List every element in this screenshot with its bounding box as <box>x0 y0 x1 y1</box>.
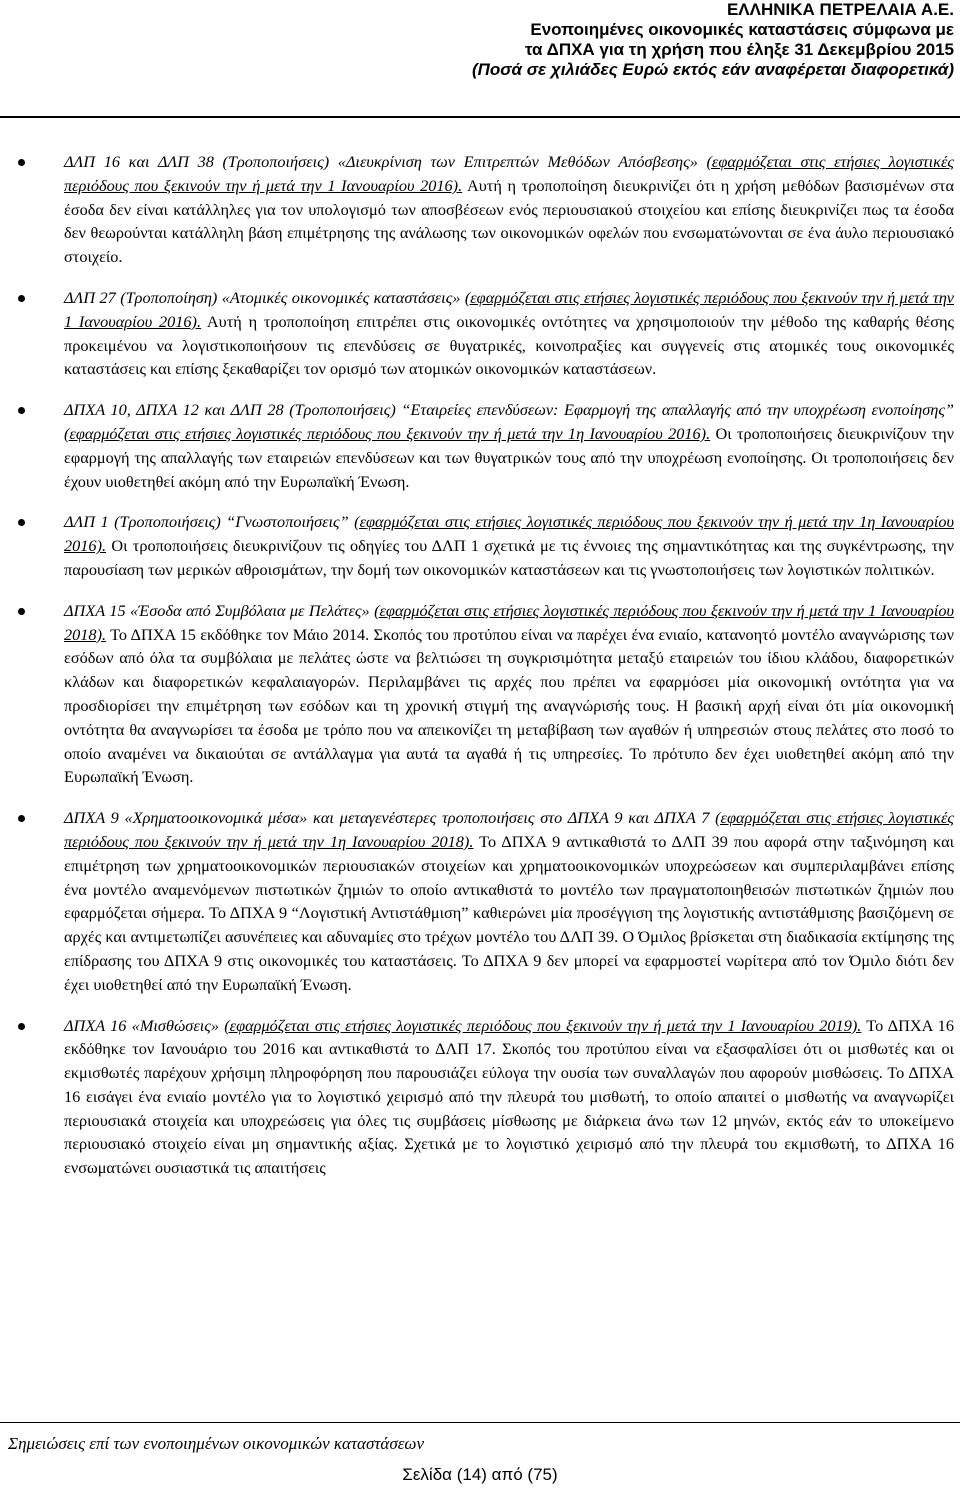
list-item <box>18 150 954 269</box>
item-title: ΔΛΠ 1 (Τροποποιήσεις) “Γνωστοποιήσεις” <box>64 512 349 532</box>
bullet-icon <box>18 407 25 414</box>
list-item <box>18 398 954 493</box>
item-applies: (εφαρμόζεται στις ετήσιες λογιστικές περιόδους που ξεκινούν την ή μετά την 1 Ιανουαρίου 2019). <box>224 1015 862 1035</box>
item-body: Αυτή η τροποποίηση επιτρέπει στις οικονομικές οντότητες να χρησιμοποιούν την μέθοδο της καθαρής θέσης προκειμένου να λογιστικοποιήσουν τις επενδύσεις σε θυγατρικές, κοινοπραξίες και συγγενείς στις ατομικές τους οικονομικές καταστάσεις και επίσης ξεκαθαρίζει τον ορισμό των ατομικών οικονομικών καταστάσεων. <box>64 311 954 379</box>
list-item <box>18 599 954 789</box>
company-name: ΕΛΛΗΝΙΚΑ ΠΕΤΡΕΛΑΙΑ Α.Ε. <box>726 0 954 19</box>
list-item <box>18 806 954 996</box>
item-title: ΔΠΧΑ 15 «Έσοδα από Συμβόλαια με Πελάτες» <box>64 600 370 620</box>
item-body: Αυτή η τροποποίηση διευκρινίζει ότι η χρήση μεθόδων βασισμένων στα έσοδα δεν είναι κατάλληλες για τον υπολογισμό των αποσβέσεων ενός περιουσιακού στοιχείου και επίσης διευκρινίζει πως τα έσοδα δεν θεωρούνται κατάλληλη βάση επιμέτρησης της ανάλωσης των οικονομικών οφελών που ενσωματώνονται σε ένα άυλο περιουσιακό στοιχείο. <box>64 175 954 267</box>
bullet-icon <box>18 159 25 166</box>
item-title: ΔΛΠ 27 (Τροποποίηση) «Ατομικές οικονομικές καταστάσεις» <box>64 287 461 307</box>
bullet-icon <box>18 608 25 615</box>
list-item <box>18 510 954 581</box>
item-applies: (εφαρμόζεται στις ετήσιες λογιστικές περιόδους που ξεκινούν την ή μετά την 1η Ιανουαρίου 2016). <box>64 423 711 443</box>
footer-note: Σημειώσεις επί των ενοποιημένων οικονομικών καταστάσεων <box>8 1434 424 1453</box>
bullet-icon <box>18 1023 25 1030</box>
item-body: Το ΔΠΧΑ 9 αντικαθιστά το ΔΛΠ 39 που αφορά στην ταξινόμηση και επιμέτρηση των χρηματοοικονομικών περιουσιακών στοιχείων και χρηματοοικονομικών υποχρεώσεων και συμπεριλαμβάνει επίσης ένα μοντέλο αναμενόμενων πιστωτικών ζημιών το οποίο αντικαθιστά το μοντέλο των πραγματοποιηθεισών πιστωτικών ζημιών που εφαρμόζεται σήμερα. Το ΔΠΧΑ 9 “Λογιστική Αντιστάθμιση” καθιερώνει μία προσέγγιση της λογιστικής αντιστάθμισης βασιζόμενη σε αρχές και αντιμετωπίζει ασυνέπειες και αδυναμίες στο τρέχων μοντέλο του ΔΛΠ 39. Ο Όμιλος βρίσκεται στη διαδικασία εκτίμησης της επίδρασης του ΔΠΧΑ 9 στις οικονομικές του καταστάσεις. Το ΔΠΧΑ 9 δεν μπορεί να εφαρμοστεί νωρίτερα από τον Όμιλο διότι δεν έχει υιοθετηθεί από την Ευρωπαϊκή Ένωση. <box>64 831 954 994</box>
item-applies: (εφαρμόζεται στις ετήσιες λογιστικές περιόδους που ξεκινούν την ή μετά την 1 Ιανουαρίου 2016). <box>64 287 954 331</box>
list-item <box>18 1014 954 1181</box>
list-item <box>18 286 954 381</box>
item-title: ΔΠΧΑ 10, ΔΠΧΑ 12 και ΔΛΠ 28 (Τροποποιήσεις) “Εταιρείες επενδύσεων: Εφαρμογή της απαλλαγής από την υποχρέωση ενοποίησης” <box>64 400 954 420</box>
item-title: ΔΛΠ 16 και ΔΛΠ 38 (Τροποποιήσεις) «Διευκρίνιση των Επιτρεπτών Μεθόδων Απόσβεσης» <box>64 152 698 171</box>
header-line-2: Ενοποιημένες οικονομικές καταστάσεις σύμφωνα με <box>530 20 954 39</box>
item-title: ΔΠΧΑ 16 «Μισθώσεις» <box>64 1015 220 1035</box>
header-line-4: (Ποσά σε χιλιάδες Ευρώ εκτός εάν αναφέρεται διαφορετικά) <box>471 60 954 79</box>
standards-list <box>18 150 954 1197</box>
footer-divider <box>0 1422 960 1423</box>
item-title: ΔΠΧΑ 9 «Χρηματοοικονομικά μέσα» και μεταγενέστερες τροποποιήσεις στο ΔΠΧΑ 9 και ΔΠΧΑ 7 <box>64 808 710 828</box>
page-number: Σελίδα (14) από (75) <box>402 1465 558 1484</box>
item-body: Το ΔΠΧΑ 15 εκδόθηκε τον Μάιο 2014. Σκοπός του προτύπου είναι να παρέχει ένα ενιαίο, κατανοητό μοντέλο αναγνώρισης των εσόδων από όλα τα συμβόλαια με πελάτες ώστε να βελτιώσει τη συγκρισιμότητα μεταξύ εταιρειών του ίδιου κλάδου, διαφορετικών κλάδων και διαφορετικών κεφαλαιαγορών. Περιλαμβάνει τις αρχές που πρέπει να εφαρμόσει μία οικονομική οντότητα για να προσδιορίσει την επιμέτρηση των εσόδων και τη χρονική στιγμή της αναγνώρισής τους. Η βασική αρχή είναι ότι μία οικονομική οντότητα θα αναγνωρίσει τα έσοδα με τρόπο που να απεικονίζει τη μεταβίβαση των αγαθών ή υπηρεσιών στους πελάτες στο ποσό το οποίο αναμένει να δικαιούται σε αντάλλαγμα για αυτά τα αγαθά ή τις υπηρεσίες. Το πρότυπο δεν έχει υιοθετηθεί ακόμη από την Ευρωπαϊκή Ένωση. <box>64 624 955 787</box>
bullet-icon <box>18 295 25 302</box>
document-header <box>472 0 954 80</box>
item-body: Οι τροποποιήσεις διευκρινίζουν την εφαρμογή της απαλλαγής των εταιρειών επενδύσεων και των θυγατρικών τους από την υποχρέωση ενοποίησης. Οι τροποποιήσεις δεν έχουν υιοθετηθεί ακόμη από την Ευρωπαϊκή Ένωση. <box>64 423 955 491</box>
bullet-icon <box>18 519 25 526</box>
header-line-3: τα ΔΠΧΑ για τη χρήση που έληξε 31 Δεκεμβρίου 2015 <box>524 40 954 59</box>
item-applies: (εφαρμόζεται στις ετήσιες λογιστικές περιόδους που ξεκινούν την ή μετά την 1 Ιανουαρίου 2018). <box>64 600 954 644</box>
item-applies: (εφαρμόζεται στις ετήσιες λογιστικές περιόδους που ξεκινούν την ή μετά την 1 Ιανουαρίου 2016). <box>64 152 954 195</box>
item-applies: (εφαρμόζεται στις ετήσιες λογιστικές περιόδους που ξεκινούν την ή μετά την 1η Ιανουαρίου 2016). <box>64 512 955 556</box>
header-divider <box>0 116 960 118</box>
item-applies: (εφαρμόζεται στις ετήσιες λογιστικές περιόδους που ξεκινούν την ή μετά την 1η Ιανουαρίου 2018). <box>64 808 954 851</box>
item-body: Οι τροποποιήσεις διευκρινίζουν τις οδηγίες του ΔΛΠ 1 σχετικά με τις έννοιες της σημαντικότητας και της συγκέντρωσης, την παρουσίαση των μερικών αθροισμάτων, την δομή των οικονομικών καταστάσεων και τις γνωστοποιήσεις των λογιστικών πολιτικών. <box>64 536 954 579</box>
bullet-icon <box>18 815 25 822</box>
item-body: Το ΔΠΧΑ 16 εκδόθηκε τον Ιανουάριο του 2016 και αντικαθιστά το ΔΛΠ 17. Σκοπός του προτύπου είναι να εξασφαλίσει ότι οι μισθωτές και οι εκμισθωτές παρέχουν χρήσιμη πληροφόρηση που παρουσιάζει εύλογα την ουσία των συναλλαγών που αφορούν μισθώσεις. Το ΔΠΧΑ 16 εισάγει ένα ενιαίο μοντέλο για το λογιστικό χειρισμό από την πλευρά του μισθωτή, το οποίο απαιτεί ο μισθωτής να αναγνωρίζει περιουσιακά στοιχεία και υποχρεώσεις για όλες τις συμβάσεις μίσθωσης με διάρκεια άνω των 12 μηνών, εκτός εάν το υποκείμενο περιουσιακό στοιχείο είναι μη σημαντικής αξίας. Σχετικά με το λογιστικό χειρισμό από την πλευρά του εκμισθωτή, το ΔΠΧΑ 16 ενσωματώνει ουσιαστικά τις απαιτήσεις <box>64 1015 954 1178</box>
